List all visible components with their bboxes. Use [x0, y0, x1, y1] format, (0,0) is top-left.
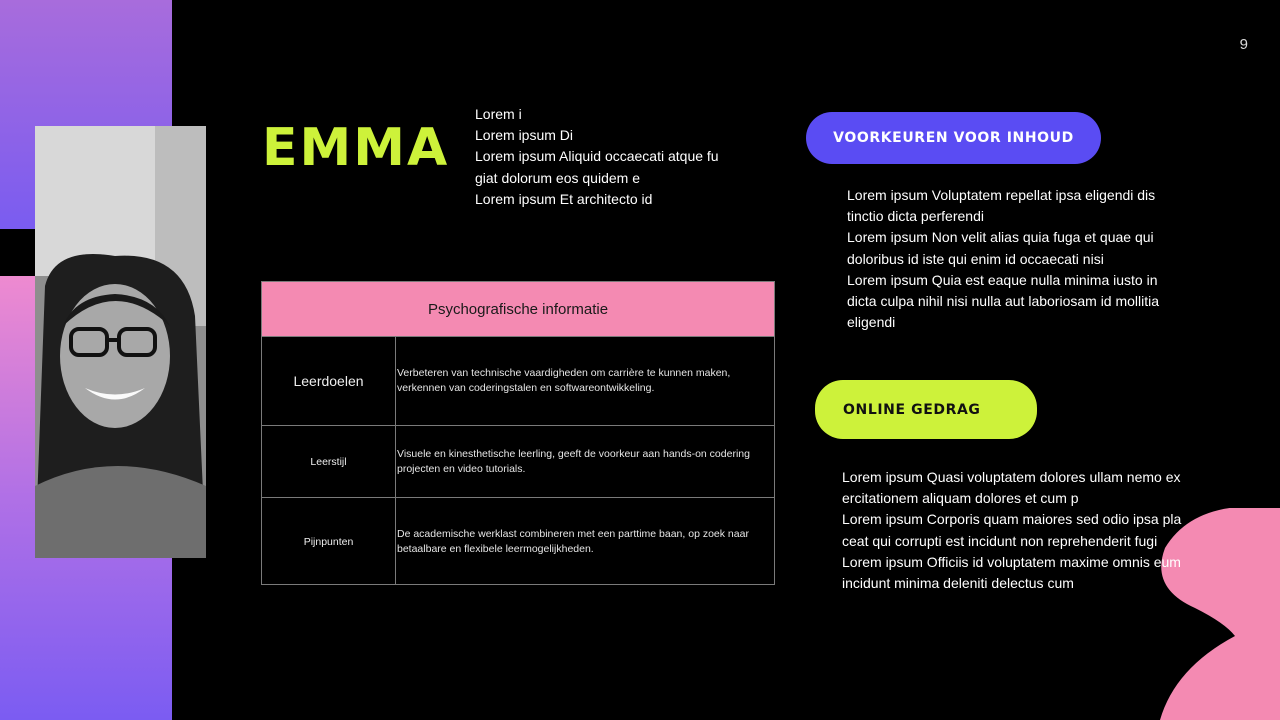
persona-photo [35, 126, 206, 558]
online-behavior-text: Lorem ipsum Quasi voluptatem dolores ullam nemo ex ercitationem aliquam dolores et cum p Lorem ipsum Corporis quam maiores sed odio ipsa pla ceat qui corrupti est incidunt non reprehenderit fugi Lorem ipsum Officiis id voluptatem maxime omnis eum incidunt minima deleniti delectus cum [842, 469, 1182, 592]
row-label: Leerdoelen [262, 337, 396, 425]
row-label: Leerstijl [262, 426, 396, 497]
content-preferences-heading: VOORKEUREN VOOR INHOUD [806, 112, 1101, 164]
persona-name: EMMA [262, 118, 450, 178]
table-row [262, 497, 774, 585]
row-label: Pijnpunten [262, 498, 396, 585]
row-value: De academische werklast combineren met een parttime baan, op zoek naar betaalbare en flexibele leermogelijkheden. [397, 527, 749, 555]
persona-summary-text: Lorem i Lorem ipsum Di Lorem ipsum Aliquid occaecati atque fu giat dolorum eos quidem e Lorem ipsum Et architecto id [475, 106, 719, 207]
online-behavior-heading: ONLINE GEDRAG [815, 380, 1037, 439]
page-number: 9 [1239, 36, 1248, 53]
table-row [262, 425, 774, 497]
table-row [262, 336, 774, 425]
content-preferences-text: Lorem ipsum Voluptatem repellat ipsa eligendi dis tinctio dicta perferendi Lorem ipsum Non velit alias quia fuga et quae qui doloribus id iste qui enim id occaecati nisi Lorem ipsum Quia est eaque nulla minima iusto in dicta culpa nihil nisi nulla aut laboriosam id mollitia eligendi [847, 187, 1160, 331]
psychographic-table [261, 281, 775, 585]
row-value: Verbeteren van technische vaardigheden om carrière te kunnen maken, verkennen van coderingstalen en softwareontwikkeling. [397, 367, 731, 394]
table-header: Psychografische informatie [262, 282, 774, 336]
row-value: Visuele en kinesthetische leerling, geeft de voorkeur aan hands-on codering projecten en video tutorials. [397, 447, 750, 475]
